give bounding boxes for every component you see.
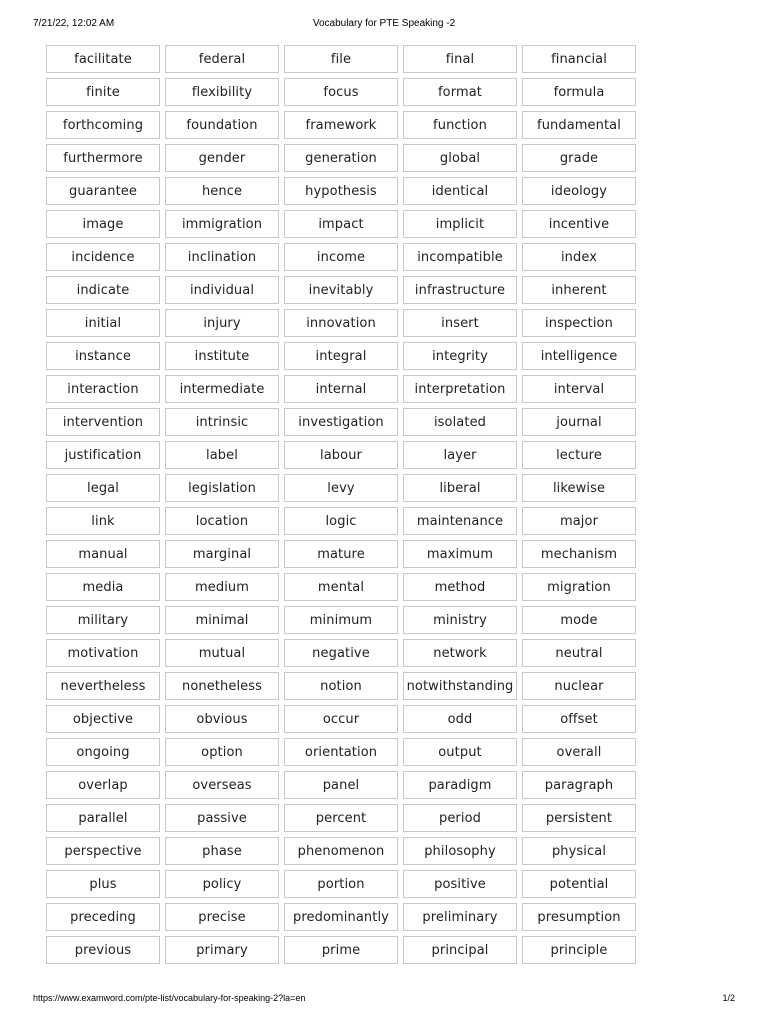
word-cell: principal xyxy=(403,936,517,964)
word-cell: potential xyxy=(522,870,636,898)
word-cell: guarantee xyxy=(46,177,160,205)
word-cell: logic xyxy=(284,507,398,535)
word-cell: federal xyxy=(165,45,279,73)
word-cell: migration xyxy=(522,573,636,601)
word-cell: obvious xyxy=(165,705,279,733)
word-cell: framework xyxy=(284,111,398,139)
word-cell: forthcoming xyxy=(46,111,160,139)
word-cell: lecture xyxy=(522,441,636,469)
word-cell: motivation xyxy=(46,639,160,667)
word-cell: precise xyxy=(165,903,279,931)
word-cell: major xyxy=(522,507,636,535)
word-cell: indicate xyxy=(46,276,160,304)
word-cell: format xyxy=(403,78,517,106)
word-cell: investigation xyxy=(284,408,398,436)
page-title: Vocabulary for PTE Speaking -2 xyxy=(312,18,456,29)
word-cell: incidence xyxy=(46,243,160,271)
word-cell: predominantly xyxy=(284,903,398,931)
word-cell: grade xyxy=(522,144,636,172)
word-cell: percent xyxy=(284,804,398,832)
word-cell: furthermore xyxy=(46,144,160,172)
word-cell: interval xyxy=(522,375,636,403)
word-cell: finite xyxy=(46,78,160,106)
word-cell: preliminary xyxy=(403,903,517,931)
word-cell: phase xyxy=(165,837,279,865)
word-cell: overall xyxy=(522,738,636,766)
word-cell: overlap xyxy=(46,771,160,799)
word-cell: institute xyxy=(165,342,279,370)
word-cell: integrity xyxy=(403,342,517,370)
word-cell: minimum xyxy=(284,606,398,634)
word-cell: interaction xyxy=(46,375,160,403)
word-cell: ongoing xyxy=(46,738,160,766)
word-cell: maintenance xyxy=(403,507,517,535)
word-cell: inspection xyxy=(522,309,636,337)
word-cell: nuclear xyxy=(522,672,636,700)
word-cell: legislation xyxy=(165,474,279,502)
word-cell: policy xyxy=(165,870,279,898)
word-cell: justification xyxy=(46,441,160,469)
word-cell: focus xyxy=(284,78,398,106)
word-cell: inherent xyxy=(522,276,636,304)
word-cell: labour xyxy=(284,441,398,469)
word-cell: flexibility xyxy=(165,78,279,106)
word-cell: negative xyxy=(284,639,398,667)
word-cell: maximum xyxy=(403,540,517,568)
word-cell: ideology xyxy=(522,177,636,205)
word-cell: positive xyxy=(403,870,517,898)
word-cell: integral xyxy=(284,342,398,370)
word-cell: marginal xyxy=(165,540,279,568)
word-cell: likewise xyxy=(522,474,636,502)
word-cell: location xyxy=(165,507,279,535)
word-cell: paragraph xyxy=(522,771,636,799)
word-cell: immigration xyxy=(165,210,279,238)
word-cell: final xyxy=(403,45,517,73)
word-cell: objective xyxy=(46,705,160,733)
word-cell: occur xyxy=(284,705,398,733)
word-cell: innovation xyxy=(284,309,398,337)
word-cell: parallel xyxy=(46,804,160,832)
word-cell: preceding xyxy=(46,903,160,931)
word-cell: facilitate xyxy=(46,45,160,73)
word-cell: instance xyxy=(46,342,160,370)
vocabulary-grid xyxy=(46,45,636,964)
page-url: https://www.examword.com/pte-list/vocabulary-for-speaking-2?la=en xyxy=(33,993,306,1003)
word-cell: ministry xyxy=(403,606,517,634)
word-cell: implicit xyxy=(403,210,517,238)
word-cell: intervention xyxy=(46,408,160,436)
word-cell: inevitably xyxy=(284,276,398,304)
word-cell: incompatible xyxy=(403,243,517,271)
word-cell: formula xyxy=(522,78,636,106)
word-cell: generation xyxy=(284,144,398,172)
word-cell: media xyxy=(46,573,160,601)
word-cell: financial xyxy=(522,45,636,73)
word-cell: mature xyxy=(284,540,398,568)
word-cell: nevertheless xyxy=(46,672,160,700)
word-cell: levy xyxy=(284,474,398,502)
word-cell: plus xyxy=(46,870,160,898)
word-cell: military xyxy=(46,606,160,634)
word-cell: paradigm xyxy=(403,771,517,799)
word-cell: income xyxy=(284,243,398,271)
word-cell: image xyxy=(46,210,160,238)
word-cell: identical xyxy=(403,177,517,205)
word-cell: offset xyxy=(522,705,636,733)
word-cell: foundation xyxy=(165,111,279,139)
word-cell: fundamental xyxy=(522,111,636,139)
word-cell: infrastructure xyxy=(403,276,517,304)
word-cell: option xyxy=(165,738,279,766)
word-cell: intrinsic xyxy=(165,408,279,436)
word-cell: interpretation xyxy=(403,375,517,403)
word-cell: insert xyxy=(403,309,517,337)
word-cell: philosophy xyxy=(403,837,517,865)
word-cell: network xyxy=(403,639,517,667)
word-cell: physical xyxy=(522,837,636,865)
word-cell: file xyxy=(284,45,398,73)
word-cell: minimal xyxy=(165,606,279,634)
word-cell: isolated xyxy=(403,408,517,436)
word-cell: individual xyxy=(165,276,279,304)
word-cell: manual xyxy=(46,540,160,568)
word-cell: index xyxy=(522,243,636,271)
word-cell: intermediate xyxy=(165,375,279,403)
word-cell: link xyxy=(46,507,160,535)
word-cell: neutral xyxy=(522,639,636,667)
print-datetime: 7/21/22, 12:02 AM xyxy=(33,18,115,29)
word-cell: output xyxy=(403,738,517,766)
word-cell: mutual xyxy=(165,639,279,667)
word-cell: portion xyxy=(284,870,398,898)
word-cell: passive xyxy=(165,804,279,832)
word-cell: principle xyxy=(522,936,636,964)
word-cell: mode xyxy=(522,606,636,634)
word-cell: hypothesis xyxy=(284,177,398,205)
word-cell: presumption xyxy=(522,903,636,931)
word-cell: intelligence xyxy=(522,342,636,370)
word-cell: incentive xyxy=(522,210,636,238)
word-cell: persistent xyxy=(522,804,636,832)
word-cell: perspective xyxy=(46,837,160,865)
word-cell: odd xyxy=(403,705,517,733)
word-cell: layer xyxy=(403,441,517,469)
word-cell: orientation xyxy=(284,738,398,766)
word-cell: function xyxy=(403,111,517,139)
word-cell: previous xyxy=(46,936,160,964)
word-cell: injury xyxy=(165,309,279,337)
word-cell: period xyxy=(403,804,517,832)
word-cell: method xyxy=(403,573,517,601)
word-cell: global xyxy=(403,144,517,172)
word-cell: legal xyxy=(46,474,160,502)
word-cell: overseas xyxy=(165,771,279,799)
page-number: 1/2 xyxy=(722,993,735,1003)
word-cell: mental xyxy=(284,573,398,601)
word-cell: internal xyxy=(284,375,398,403)
word-cell: panel xyxy=(284,771,398,799)
word-cell: initial xyxy=(46,309,160,337)
word-cell: mechanism xyxy=(522,540,636,568)
word-cell: inclination xyxy=(165,243,279,271)
word-cell: gender xyxy=(165,144,279,172)
word-cell: prime xyxy=(284,936,398,964)
word-cell: primary xyxy=(165,936,279,964)
word-cell: label xyxy=(165,441,279,469)
word-cell: journal xyxy=(522,408,636,436)
word-cell: phenomenon xyxy=(284,837,398,865)
word-cell: notwithstanding xyxy=(403,672,517,700)
word-cell: hence xyxy=(165,177,279,205)
word-cell: notion xyxy=(284,672,398,700)
word-cell: liberal xyxy=(403,474,517,502)
word-cell: impact xyxy=(284,210,398,238)
word-cell: medium xyxy=(165,573,279,601)
word-cell: nonetheless xyxy=(165,672,279,700)
